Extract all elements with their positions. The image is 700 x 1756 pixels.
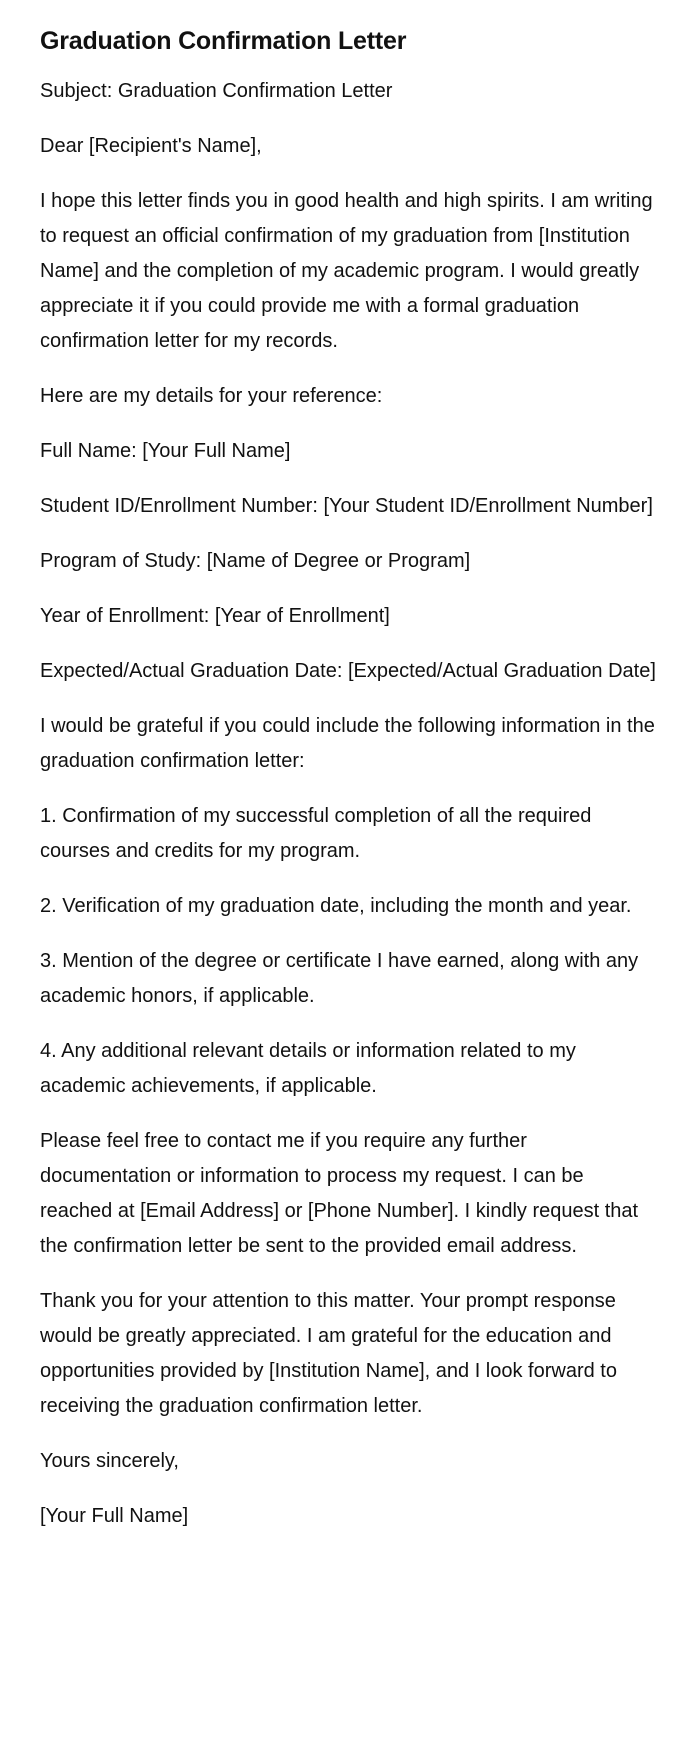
request-item-1: 1. Confirmation of my successful completion of all the required courses and credits for my program.: [40, 805, 592, 862]
request-intro: I would be grateful if you could include the following information in the graduation confirmation letter:: [40, 715, 655, 772]
request-item-4: 4. Any additional relevant details or information related to my academic achievements, if applicable.: [40, 1040, 576, 1097]
detail-student-id: Student ID/Enrollment Number: [Your Student ID/Enrollment Number]: [40, 495, 653, 517]
thanks-paragraph: Thank you for your attention to this matter. Your prompt response would be greatly appreciated. I am grateful for the education and opportunities provided by [Institution Name], and I look forward to receiving the graduation confirmation letter.: [40, 1290, 617, 1417]
salutation: Dear [Recipient's Name],: [40, 135, 262, 157]
detail-enrollment-year: Year of Enrollment: [Year of Enrollment]: [40, 605, 390, 627]
contact-paragraph: Please feel free to contact me if you require any further documentation or information to process my request. I can be reached at [Email Address] or [Phone Number]. I kindly request that the confirmation letter be sent to the provided email address.: [40, 1130, 639, 1257]
letter-title: Graduation Confirmation Letter: [40, 27, 407, 55]
signature-name: [Your Full Name]: [40, 1505, 189, 1527]
detail-program: Program of Study: [Name of Degree or Program]: [40, 550, 471, 572]
details-intro: Here are my details for your reference:: [40, 385, 383, 407]
request-item-2: 2. Verification of my graduation date, including the month and year.: [40, 895, 632, 917]
detail-full-name: Full Name: [Your Full Name]: [40, 440, 291, 462]
closing: Yours sincerely,: [40, 1450, 179, 1472]
request-item-3: 3. Mention of the degree or certificate I have earned, along with any academic honors, if applicable.: [40, 950, 639, 1007]
subject-line: Subject: Graduation Confirmation Letter: [40, 80, 393, 102]
detail-graduation-date: Expected/Actual Graduation Date: [Expected/Actual Graduation Date]: [40, 660, 656, 682]
intro-paragraph: I hope this letter finds you in good health and high spirits. I am writing to request an official confirmation of my graduation from [Institution Name] and the completion of my academic program. I would greatly appreciate it if you could provide me with a formal graduation confirmation letter for my records.: [40, 190, 653, 352]
